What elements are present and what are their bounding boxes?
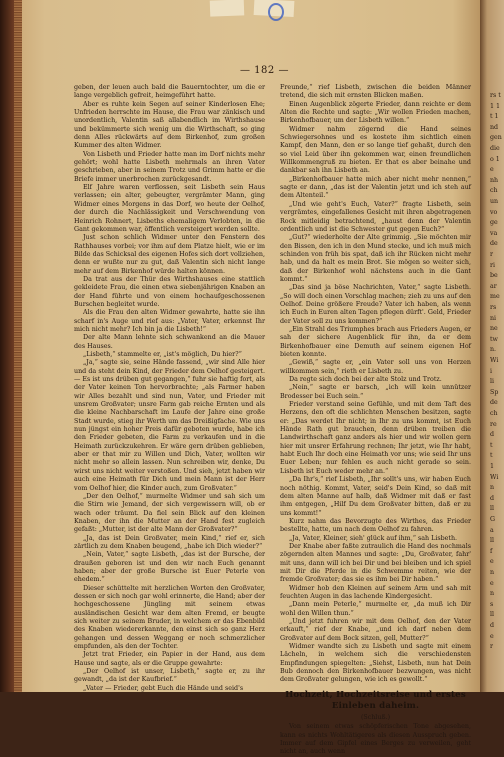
next-page-text-fragment: 1	[490, 463, 495, 470]
paragraph: Da regte sich doch bei der alte Stolz und Trotz.	[289, 376, 442, 384]
next-page-text-fragment: e	[490, 166, 494, 174]
next-page-text-fragment: die	[490, 145, 500, 152]
paragraph: Jetzt trat Frieder, ein Papier in der Hand, aus dem Hause und sagte, als er die Gruppe gewahrte:	[74, 651, 265, 667]
paragraph: Der alte Mann lehnte sich schwankend an die Mauer des Hauses.	[74, 334, 265, 350]
next-page-text-fragment: ch	[490, 410, 498, 417]
paragraph: Kurz nahm das Bevorzugte des Wirthes, das Frieder bestellte, hatte, um nach dem Oelhof zu fahren.	[280, 517, 471, 534]
paragraph: Von Lisbeth und Frieder hatte man im Dorf nichts mehr gehört; wohl hatte Lisbeth mehrmals an ihren Vater geschrieben, aber in seinem Trotz und Grimm hatte er die Briefe immer unerbrochen zurückgesandt.	[74, 150, 265, 183]
paragraph: Der Knabe aber faßte zutraulich die Hand des nochmals zögernden alten Mannes und sagte: „Du, Großvater, fahr' mit uns, dann will ich bei Dir und bei bleiben und ich spiel mit Dir die Pferde in die Schwemme reiten, wie der fremde Großvater; das sie es ihm bei Dir haben.“	[280, 542, 471, 584]
paragraph: Widmer wandte sich zu Lisbeth und sagte mit einem Lächeln, in welchem sich die verschiedensten Empfindungen spiegelten: „Siehst, Lisbeth, nun hat Dein Bub dennoch den Birkenhofbauer bezwungen, was nicht dem Großvater gelungen, wie ich es gewollt.“	[280, 643, 471, 684]
next-page-text-fragment: n	[490, 484, 495, 492]
next-page-text-fragment: 1 1	[490, 102, 501, 110]
next-page-text-fragment: ll	[490, 611, 495, 619]
right-text-column	[280, 84, 471, 757]
paragraph: Da trat aus der Thür des Wirthshauses eine stattlich gekleidete Frau, die einen etwa siebenjährigen Knaben an der Hand führte und von einem hochaufgeschossenen Burschen begleitet wurde.	[74, 275, 265, 308]
paragraph: „Nein,“ sagte er barsch, „ich will kein unnützer Brodesser bei Euch sein.“	[280, 384, 471, 400]
next-page-text-fragment: re	[490, 420, 497, 428]
paragraph: „Der den Oelhof,“ murmelte Widmer und sah sich um die Stirn wie Jemand, der sich vergewissern will, ob er wach oder träumt. Da fiel sein Blick auf den kleinen Knaben, der ihn die Mutter an der Hand fest zugleich gefaßt: „Mutter, ist der alte Mann der Großvater?“	[74, 492, 265, 534]
paragraph: „Da Ihr's,“ rief Lisbeth, „Ihr sollt's uns, wir haben Euch noch nöthig. Kommt, Vater, seid's Dein Kind, so daß mit dem alten Manne auf halb, daß Widmer mit daß er fast ihm entgegen, „Hilf Du dem Großvater bitten, daß er zu uns kommt!“	[280, 476, 471, 517]
next-page-text-fragment: ch	[490, 187, 498, 195]
next-page-text-fragment: ne	[490, 325, 498, 333]
paragraph: Widmer nahm zögernd die Hand seines Schwiegersohnes und es kostete ihm sichtlich einen Kampf, den Mann, den er so lange tief gehaßt, durch den so viel Leid über ihn gekommen war, einen freundlichen Willkommengruß zu bieten. Er that es aber beinahe und dankbar sah ihn Lisbeth an.	[280, 125, 471, 175]
next-page-text-fragment: t	[490, 452, 493, 460]
next-page-text-fragment: t 1	[490, 113, 499, 121]
tape-strip	[210, 0, 245, 17]
paragraph: Aber es ruhte kein Segen auf seiner Kinderlosen Ehe; Unfrieden herrschte im Hause, die Frau war zänkisch und unordentlich, Valentin saß allabendlich im Wirthshause und bekümmerte sich wenig um die Wirthschaft, so ging denn Alles rückwärts auf dem Birkenhof, zum großen Kummer des alten Widmer.	[74, 100, 265, 150]
paragraph: „Lisbeth,“ stammelte er, „ist's möglich, Du hier?“	[83, 351, 242, 358]
next-page-text-fragment: tw	[490, 335, 498, 343]
pen-mark	[268, 3, 284, 21]
next-page-text-fragment: rs t	[490, 92, 501, 99]
next-page-text-fragment: ar	[490, 282, 497, 290]
next-page-text-fragment: s	[490, 600, 494, 608]
paragraph: „Und wie geht's Euch, Vater?“ fragte Lisbeth, sein vergrämtes, eingefallenes Gesicht mit ihren abgetragenen Rock mitleidig betrachtend, „haust denn der Valentin ordentlich und ist die Schwester gut gegen Euch?“	[280, 200, 471, 233]
paragraph: „Birkenhofbauer hatte mich aber nicht mehr nennen,“ sagte er dann, „das ist der Valentin jetzt und ich steh auf dem Altenteil.“	[280, 175, 471, 200]
paragraph: „Gewiß,“ sagte er, „ein Vater soll uns von Herzen willkommen sein,“ rieth er Lisbeth zu.	[280, 359, 471, 375]
next-page-text-fragment: nh	[490, 176, 499, 184]
next-page-text-fragment: nd	[490, 123, 499, 131]
next-page-text-fragment: de	[490, 399, 498, 407]
right-column-story-end	[280, 84, 471, 685]
section-heading: Hochzeit, Hochzeitsreise und erstes Einleben daheim.	[285, 689, 466, 711]
next-page-text-fragment: e	[490, 632, 494, 640]
next-page-text-fragment: un	[490, 198, 499, 205]
next-page-text-fragment: f	[490, 547, 493, 555]
paragraph: Von seinem etwas schöpferischen Tone abgesehen, kann es nichts Wohltätigeres als diesen Ausspruch geben. Immer auf dem Gipfel eines Berges zu verweilen, geht nicht an, auch wenn	[280, 723, 471, 756]
paragraph: Als die Frau den alten Widmer gewahrte, hatte sie ihn scharf in's Auge und rief aus: „Vater, Vater, erkennst Ihr mich nicht mehr? Ich bin ja die Lisbeth!“	[74, 309, 265, 333]
next-page-text-fragment: vo	[490, 208, 498, 216]
next-page-text-fragment: r	[490, 251, 494, 258]
next-page-text-fragment: me	[490, 293, 500, 301]
paragraph: „Gut?“ wiederholte der Alte grimmig. „Sie möchten mir den Bissen, den ich in den Mund stecke, und ich muß mich schinden von früh bis spat, daß ich ihr Rücken nicht mehr hab, und da halt es mein Brot. Sie mögen so weiter sich, daß der Birkenhof wohl nächstens auch in die Gant kommt.“	[280, 234, 471, 283]
paragraph: Freunde,“ rief Lisbeth, zwischen die beiden Männer tretend, die sich mit ernsten Blicken maßen.	[280, 84, 471, 100]
paragraph: Elf Jahre waren verflossen, seit Lisbeth sein Haus verlassen; ein alter, gebeugter, vergrämter Mann, ging Widmer eines Morgens in das Dorf, wo heute der Oelhof, der durch die Nachlässigkeit und Verschwendung von Heinrich Rohnert, Lisbeths ehemaligem Verlobten, in die Gant gekommen war, öffentlich versteigert werden sollte.	[74, 184, 265, 233]
paragraph: Just schon schlich Widmer unter den Fenstern des Rathhauses vorbei; vor ihm auf dem Platze hielt, wie er im Bilde das Schicksal des eigenen Hofes sich dort vollziehen, denn er wußte nur zu gut, daß Valentin sich nicht lange mehr auf dem Birkenhof würde halten können.	[74, 234, 265, 275]
next-page-text-fragment: n.	[490, 346, 497, 354]
page-number: — 182 —	[240, 65, 289, 76]
next-page-text-fragment: i	[490, 367, 493, 375]
paragraph: „Vater — Frieder, gebt Euch die Hände und seid's	[83, 684, 244, 692]
next-page-text-fragment: e	[490, 579, 494, 587]
next-page-text-fragment: Wi	[490, 473, 499, 481]
next-page-edge	[480, 0, 504, 692]
paragraph: „Das sind ja böse Nachrichten, Vater,“ sagte Lisbeth. „So will doch einen Vorschlag machen; zieh zu uns auf den Oelhof. Deine größere Freude? Vater ich haben, als wenn ich Euch in Euren alten Tagen pflegen dürft'. Geld, Frieder der Vater soll zu uns kommen?“	[280, 284, 471, 325]
next-page-text-fragment: ni	[490, 314, 497, 322]
paragraph: Dieser schüttelte mit herzlichen Worten den Großvater, dessen er sich noch gar wohl erinnerte, die Hand; aber der hochgeschossene Jüngling mit seinem etwas ausländischen Gesicht war dem alten Fremd, er beugte sich weiter zu seinem Bruder, in welchem er das Ebenbild des Knaben wiedererkannte, den einst sich so ganz Herz gehangen und dessen Weggang er noch schmerzlicher empfunden, als den der Tochter.	[74, 584, 265, 651]
paragraph: „Ja, Vater, Kleiner, sieh' glück auf ihm,“ sah Lisbeth.	[289, 534, 458, 542]
next-page-text-fragment: n	[490, 569, 495, 576]
next-page-text-fragment: Wi	[490, 357, 499, 364]
next-page-text-fragment: ri	[490, 261, 496, 269]
paragraph: „Und jetzt fuhren wir mit dem Oelhof, den der Vater erkauft,“ rief der Knabe, „und ich darf neben dem Großvater auf dem Bock sitzen, gell, Mutter?“	[280, 618, 471, 642]
next-page-text-fragment: d	[490, 494, 495, 502]
next-page-text-fragment: G	[490, 516, 496, 523]
next-page-text-fragment: ll	[490, 505, 495, 513]
next-page-text-fragment: ge	[490, 219, 498, 227]
paragraph: „Ja, das ist Dein Großvater, mein Kind,“ rief er, sich zärtlich zu dem Knaben beugend, „habe ich Dich wieder?“	[74, 534, 265, 550]
paragraph: „Ein Strahl des Triumphes brach aus Frieders Augen, er sah der sichere Augenblick für ihn, da er dem Birkenhofbauer eine Demuth auf seinem eigenen Hof bieten konnte.	[280, 325, 471, 358]
next-page-text-fragment: rs	[490, 304, 497, 311]
paragraph: „Dann mein Peterle,“ murmelte er, „da muß ich Dir wohl den Willen thun.“	[280, 601, 471, 617]
next-page-text-fragment: e	[490, 558, 494, 566]
paragraph: „Nein, Vater,“ sagte Lisbeth, „das ist der Bursche, der draußen geboren ist und den wir nach Euch genannt haben; aber der große Bursche ist Euer Peterle von ehedem.“	[74, 551, 265, 584]
left-text-column	[74, 84, 265, 693]
paragraph: Frieder verstand seine Gefühle, und mit dem Taft des Herzens, den oft die schlichten Menschen besitzen, sagte er: „Das werdet Ihr nicht; in Ihr zu uns kommt, ist Euch Hände Rath gut brauchen, denn drüben treiben die Landwirthschaft ganz anders als hier und wir wollen gern hier mit unsrer Erfahrung rechnen; Ihr jetzt, wie Ihr habt, habt Euch Ihr doch eine Heimath vor uns; wie seid Ihr uns Euer Leben; nur fehlen es auch nicht gerade so sein. Lisbeth ist Euch weder mehr an.“	[280, 401, 471, 475]
right-column-new-section	[280, 723, 471, 756]
next-page-text-fragment: li	[490, 378, 495, 386]
next-page-text-fragment: n	[490, 590, 495, 598]
next-page-text-fragment: ll	[490, 537, 495, 545]
section-subheading: (Schluß.)	[360, 713, 391, 721]
paragraph: Einen Augenblick zögerte Frieder, dann reichte er dem Alten die Rechte und sagte: „Wir wollen Frieden machen, Birkenhofbauer, um der Lisbeth willen.“	[280, 100, 471, 125]
next-page-text-fragment: r	[490, 643, 494, 651]
next-page-text-fragment: Sp	[490, 388, 499, 396]
next-page-text-fragment: de	[490, 240, 498, 248]
paragraph: geben, der leuen auch bald die Bauerntochter, um die er lange vergeblich gefreit, heimgeführt hatte.	[74, 84, 265, 100]
next-page-text-fragment: o 1	[490, 155, 500, 163]
paragraph: „Der Oelhof ist unser, Lisbeth,“ sagte er, zu ihr gewandt, „da ist der Kaufbrief.“	[74, 668, 265, 684]
next-page-text-fragment: va	[490, 229, 498, 237]
next-page-text-fragment: be	[490, 272, 498, 280]
next-page-text-fragment: gen	[490, 134, 502, 142]
next-page-text-fragment: d	[490, 431, 495, 439]
paragraph: „Ja,“ sagte sie, seine Hände fassend, „wir sind Alle hier und da steht dein Kind, der Frieder dem Oelhof gesteigert. — Es ist uns drüben gut gegangen,“ fuhr sie haftig fort, als der Vater keinen Ton hervorbrachte; „als Farmer haben wir Alles bezahlt und sind nun, Vater, und Frieder mit unsrem Großvater; unsre Farm gab reiche Ernten und als die kleine Nachbarschaft im Laufe der Jahre eine große Stadt wurde, stieg ihr Werth um das Dreißigfache. Wie uns nun jüngst ein hoher Preis dafür geboten wurde, habe ich den Frieder gebeten, die Farm zu verkaufen und in die Heimath zurückzukehren. Er wäre gern drüben geblieben, aber er that mir zu Willen und Dich, Vater, wollten wir nicht mehr so allein lassen. Nun schreiben wir, denke, Du wirst uns nicht weiter verstoßen. Und sieh, jetzt haben wir auch eine Heimath für Dich und mein Mann ist der Herr vom Oelhof hier, die Kinder auch, zum Großvater.“	[74, 359, 265, 492]
next-page-text-fragment: a	[490, 526, 494, 534]
next-page-text-fragment: t	[490, 441, 493, 449]
next-page-text-fragment: d	[490, 622, 495, 629]
paragraph: Widmer hob den Kleinen auf seinem Arm und sah mit feuchten Augen in das lachende Kindergesicht.	[280, 584, 471, 600]
